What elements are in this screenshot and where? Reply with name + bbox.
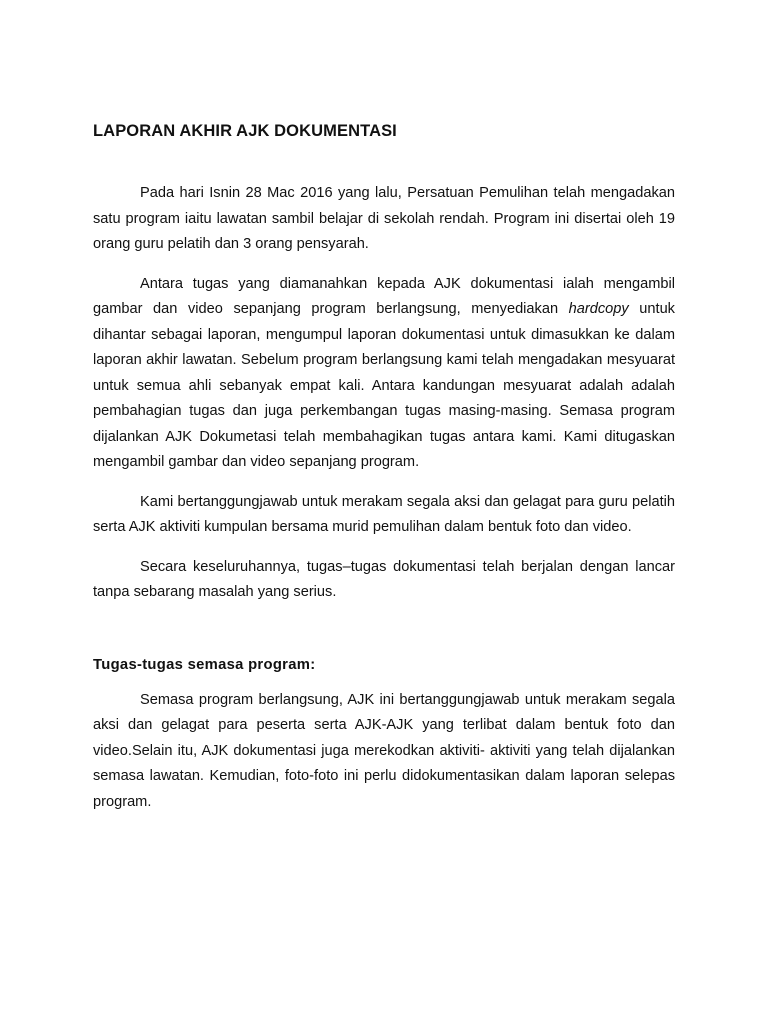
paragraph-duties-text-end: untuk dihantar sebagai laporan, mengumpul laporan dokumentasi untuk dimasukkan ke dalam laporan akhir lawatan. Sebelum program berlangsung kami telah mengadakan mesyuarat untuk semua ahli sebanyak empat kali. Antara kandungan mesyuarat adalah adalah pembahagian tugas dan juga perkembangan tugas masing-masing. Semasa program dijalankan AJK Dokumetasi telah membahagikan tugas antara kami. Kami ditugaskan mengambil gambar dan video sepanjang program. bbox=[93, 301, 675, 470]
document-page bbox=[93, 118, 675, 815]
paragraph-tasks-during-program: Semasa program berlangsung, AJK ini bertanggungjawab untuk merakam segala aksi dan gelagat para peserta serta AJK-AJK yang terlibat dalam bentuk foto dan video.Selain itu, AJK dokumentasi juga merekodkan aktiviti- aktiviti yang telah dijalankan semasa lawatan. Kemudian, foto-foto ini perlu didokumentasikan dalam laporan selepas program. bbox=[93, 691, 675, 810]
paragraph-duties bbox=[93, 272, 675, 476]
paragraph-duties-text-start: Antara tugas yang diamanahkan kepada AJK dokumentasi ialah mengambil gambar dan video sepanjang program berlangsung, menyediakan bbox=[93, 275, 675, 317]
paragraph-introduction: Pada hari Isnin 28 Mac 2016 yang lalu, Persatuan Pemulihan telah mengadakan satu program iaitu lawatan sambil belajar di sekolah rendah. Program ini disertai oleh 19 orang guru pelatih dan 3 orang pensyarah. bbox=[93, 185, 675, 252]
italic-term-hardcopy: hardcopy bbox=[568, 301, 629, 317]
paragraph-responsibility: Kami bertanggungjawab untuk merakam segala aksi dan gelagat para guru pelatih serta AJK aktiviti kumpulan bersama murid pemulihan dalam bentuk foto dan video. bbox=[93, 493, 675, 535]
paragraph-summary: Secara keseluruhannya, tugas–tugas dokumentasi telah berjalan dengan lancar tanpa sebarang masalah yang serius. bbox=[93, 558, 675, 600]
document-title: LAPORAN AKHIR AJK DOKUMENTASI bbox=[93, 122, 397, 140]
section-heading-tasks: Tugas-tugas semasa program: bbox=[93, 656, 316, 673]
